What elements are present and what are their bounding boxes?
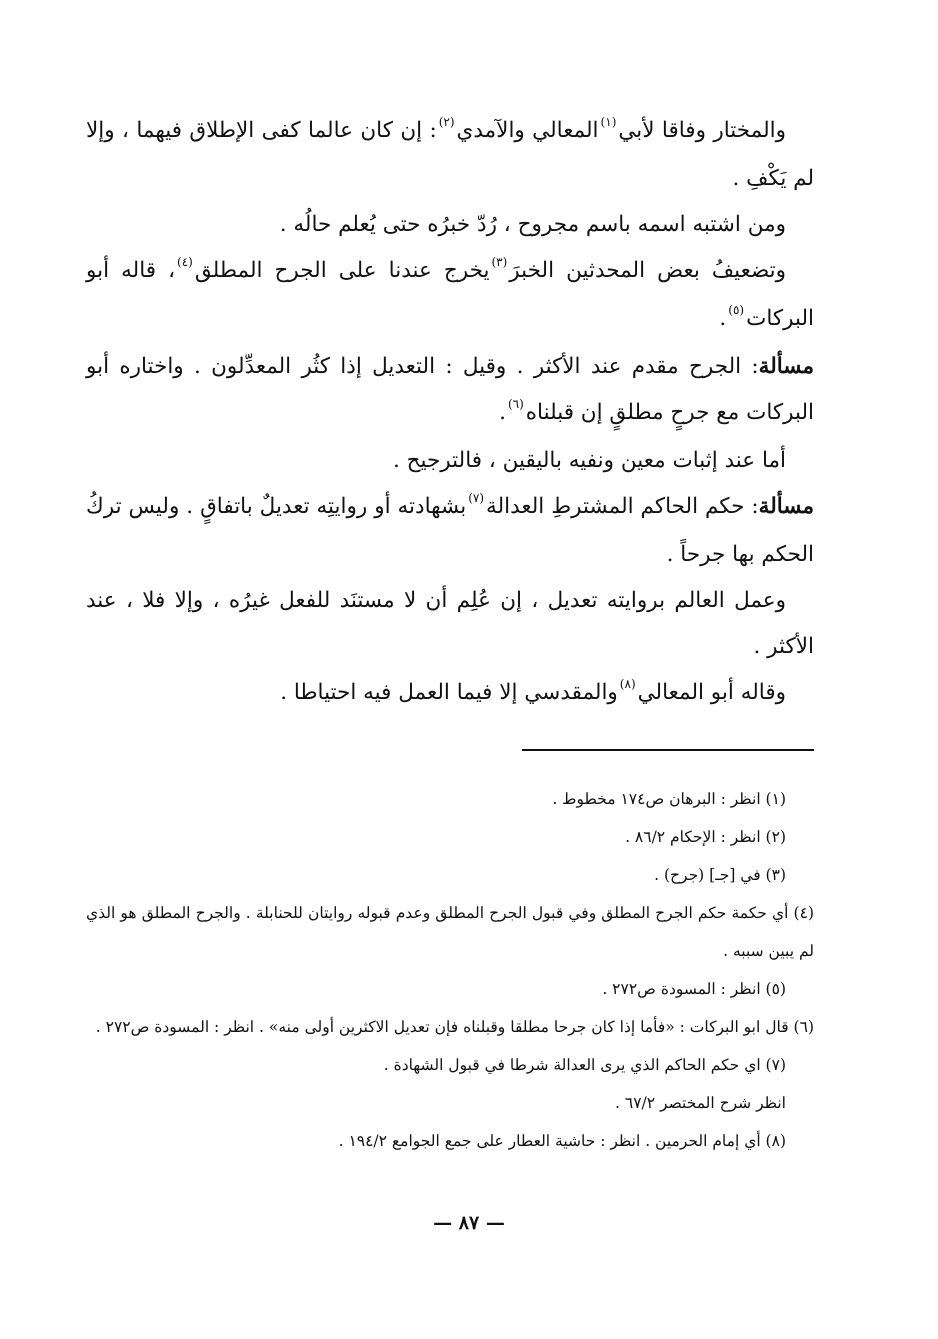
paragraph-7: وعمل العالم بروايته تعديل ، إن عُلِم أن لا مستنَد للفعل غيرُه ، وإلا فلا ، عند الأكثر . [86, 588, 814, 659]
footnote-divider [522, 749, 814, 751]
footnote-7: (٧) اي حكم الحاكم الذي يرى العدالة شرطا في قبول الشهادة . [383, 1056, 786, 1074]
page-number: — ٨٧ — [433, 1212, 505, 1234]
footnote-8: (٨) أي إمام الحرمين . انظر : حاشية العطار على جمع الجوامع ١٩٤/٢ . [338, 1132, 786, 1150]
footnote-ref-1: (١) [600, 115, 617, 129]
paragraph-8: وقاله أبو المعالي$^{(٨)}$والمقدسي إلا فيما العمل فيه احتياطا . [280, 677, 786, 705]
footnote-7-continued: انظر شرح المختصر ٦٧/٢ . [615, 1094, 786, 1112]
masala-heading: مسألة [758, 494, 814, 519]
footnote-ref-4: (٤) [177, 255, 193, 269]
paragraph-2: ومن اشتبه اسمه باسم مجروح ، رُدّ خبرُه حتى يُعلم حالُه . [279, 212, 786, 237]
masala-heading: مسألة [758, 354, 814, 379]
footnotes [86, 780, 814, 1160]
footnote-1: (١) انظر : البرهان ص١٧٤ مخطوط . [552, 790, 786, 808]
footnote-ref-7: (٧) [468, 491, 485, 505]
footnote-2: (٢) انظر : الإحكام ٨٦/٢ . [625, 828, 786, 846]
footnote-ref-6: (٦) [507, 397, 524, 411]
paragraph-3: وتضعيفُ بعض المحدثين الخبرَ$^{(٣)}$يخرج عندنا على الجرح المطلق$^{(٤)}$، قاله أبو البركات$^{(٥)}$. [86, 255, 814, 331]
footnote-5: (٥) انظر : المسودة ص٢٧٢ . [602, 980, 786, 998]
paragraph-6: مسألة: حكم الحاكم المشترطِ العدالة$^{(٧)}$بشهادته أو روايتِه تعديلٌ باتفاقٍ . وليس تركُ الحكم بها جرحاً . [86, 491, 814, 567]
footnote-ref-8: (٨) [619, 677, 636, 691]
footnote-ref-5: (٥) [728, 303, 745, 317]
paragraph-1: والمختار وفاقا لأبي$^{(١)}$المعالي والآمدي$^{(٢)}$: إن كان عالما كفى الإطلاق فيهما ، وإلا لم يَكْفِ . [86, 115, 814, 191]
paragraph-5: أما عند إثبات معين ونفيه باليقين ، فالترجيح . [392, 448, 786, 473]
main-text [86, 108, 814, 718]
paragraph-4: مسألة: الجرح مقدم عند الأكثر . وقيل : التعديل إذا كثُر المعدِّلون . واختاره أبو البركات مع جرحٍ مطلقٍ إن قبلناه$^{(٦)}$. [86, 354, 814, 425]
footnote-ref-2: (٢) [438, 115, 455, 129]
footnote-6: (٦) قال ابو البركات : «فأما إذا كان جرحا مطلقا وقبلناه فإن تعديل الاكثرين أولى منه» . انظر : المسودة ص٢٧٢ . [95, 1018, 814, 1036]
footnote-3: (٣) في [جـ] (جرح) . [654, 866, 786, 884]
footnote-ref-3: (٣) [491, 255, 508, 269]
footnote-4: (٤) أي حكمة حكم الجرح المطلق وفي قبول الجرح المطلق وعدم قبوله روايتان للحنابلة . والجرح المطلق هو الذي لم يبين سببه . [86, 904, 814, 960]
